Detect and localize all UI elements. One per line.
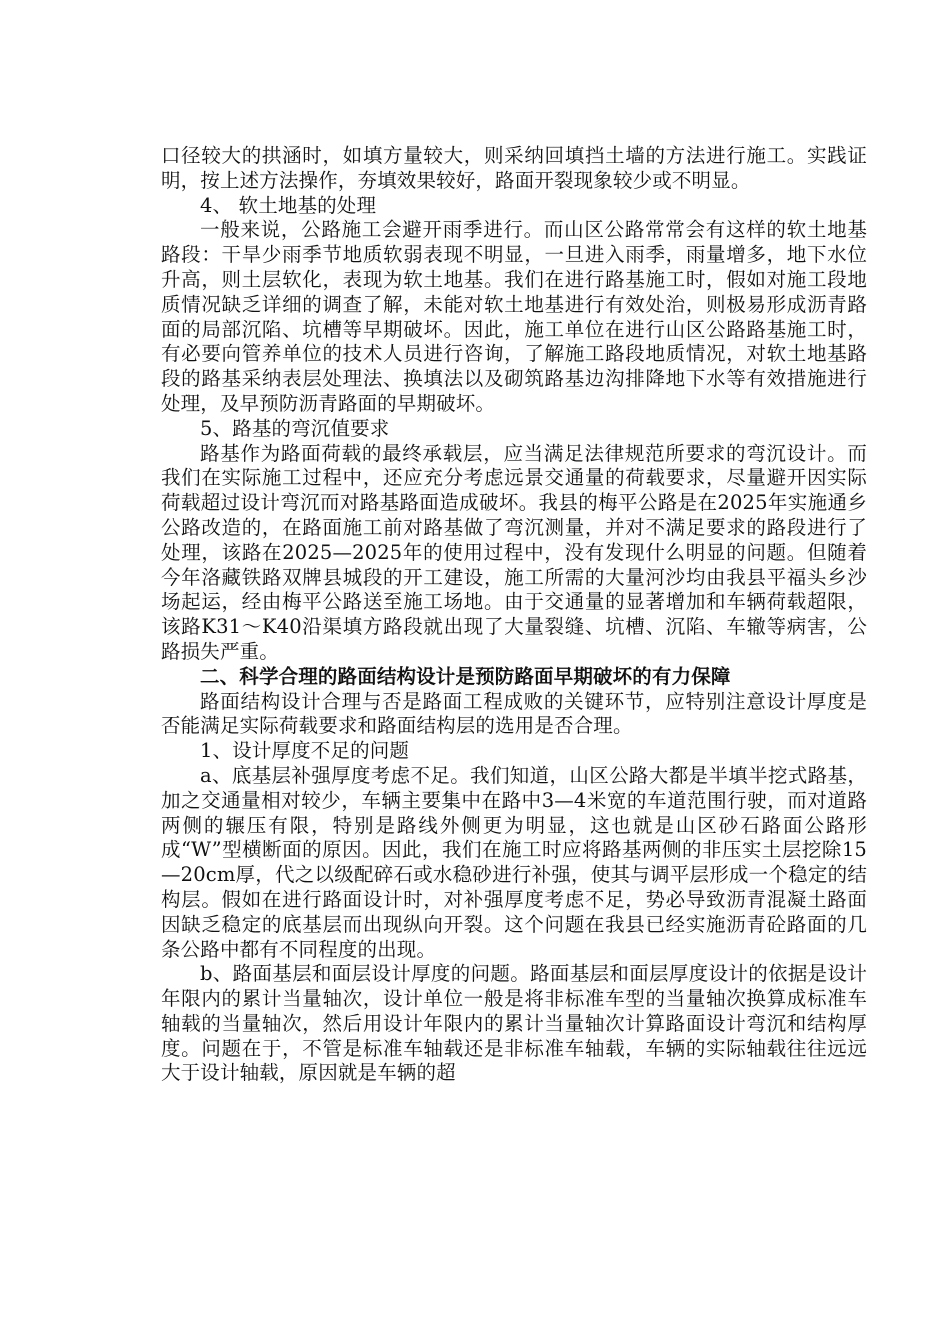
paragraph-pavement-design-intro: 路面结构设计合理与否是路面工程成败的关键环节，应特别注意设计厚度是否能满足实际荷载要求和路面结构层的选用是否合理。 — [161, 689, 867, 738]
document-body — [161, 144, 867, 1086]
paragraph-subbase: a、底基层补强厚度考虑不足。我们知道，山区公路大都是半填半挖式路基，加之交通量相对较少，车辆主要集中在路中3—4米宽的车道范围行驶，而对道路两侧的辗压有限，特别是路线外侧更为明显，这也就是山区砂石路面公路形成“W”型横断面的原因。因此，我们在施工时应将路基两侧的非压实土层挖除15—20cm厚，代之以级配碎石或水稳砂进行补强，使其与调平层形成一个稳定的结构层。假如在进行路面设计时，对补强厚度考虑不足，势必导致沥青混凝土路面因缺乏稳定的底基层而出现纵向开裂。这个问题在我县已经实施沥青砼路面的几条公路中都有不同程度的出现。 — [161, 763, 867, 961]
paragraph-soft-soil: 一般来说，公路施工会避开雨季进行。而山区公路常常会有这样的软土地基路段：干旱少雨季节地质软弱表现不明显，一旦进入雨季，雨量增多，地下水位升高，则土层软化，表现为软土地基。我们在进行路基施工时，假如对施工段地质情况缺乏详细的调查了解，未能对软土地基进行有效处治，则极易形成沥青路面的局部沉陷、坑槽等早期破坏。因此，施工单位在进行山区公路路基施工时，有必要向管养单位的技术人员进行咨询，了解施工路段地质情况，对软土地基路段的路基采纳表层处理法、换填法以及砌筑路基边沟排降地下水等有效措施进行处理，及早预防沥青路面的早期破坏。 — [161, 218, 867, 415]
paragraph-continuation: 口径较大的拱涵时，如填方量较大，则采纳回填挡土墙的方法进行施工。实践证明，按上述方法操作，夯填效果较好，路面开裂现象较少或不明显。 — [161, 144, 867, 192]
section-heading-soft-soil: 4、 软土地基的处理 — [200, 193, 377, 217]
section-heading-pavement-design: 二、科学合理的路面结构设计是预防路面早期破坏的有力保障 — [200, 664, 731, 688]
subheading-thickness: 1、设计厚度不足的问题 — [200, 739, 410, 763]
section-heading-deflection: 5、路基的弯沉值要求 — [200, 416, 390, 440]
paragraph-base-surface: b、路面基层和面层设计厚度的问题。路面基层和面层厚度设计的依据是设计年限内的累计当量轴次，设计单位一般是将非标准车型的当量轴次换算成标准车轴载的当量轴次，然后用设计年限内的累计当量轴次计算路面设计弯沉和结构厚度。问题在于，不管是标准车轴载还是非标准车轴载，车辆的实际轴载往往远远大于设计轴载，原因就是车辆的超 — [161, 962, 867, 1085]
paragraph-deflection: 路基作为路面荷载的最终承载层，应当满足法律规范所要求的弯沉设计。而我们在实际施工过程中，还应充分考虑远景交通量的荷载要求，尽量避开因实际荷载超过设计弯沉而对路基路面造成破坏。我县的梅平公路是在2025年实施通乡公路改造的，在路面施工前对路基做了弯沉测量，并对不满足要求的路段进行了处理，该路在2025—2025年的使用过程中，没有发现什么明显的问题。但随着今年洛藏铁路双牌县城段的开工建设，施工所需的大量河沙均由我县平福头乡沙场起运，经由梅平公路送至施工场地。由于交通量的显著增加和车辆荷载超限，该路K31～K40沿渠填方路段就出现了大量裂缝、坑槽、沉陷、车辙等病害，公路损失严重。 — [161, 441, 867, 663]
